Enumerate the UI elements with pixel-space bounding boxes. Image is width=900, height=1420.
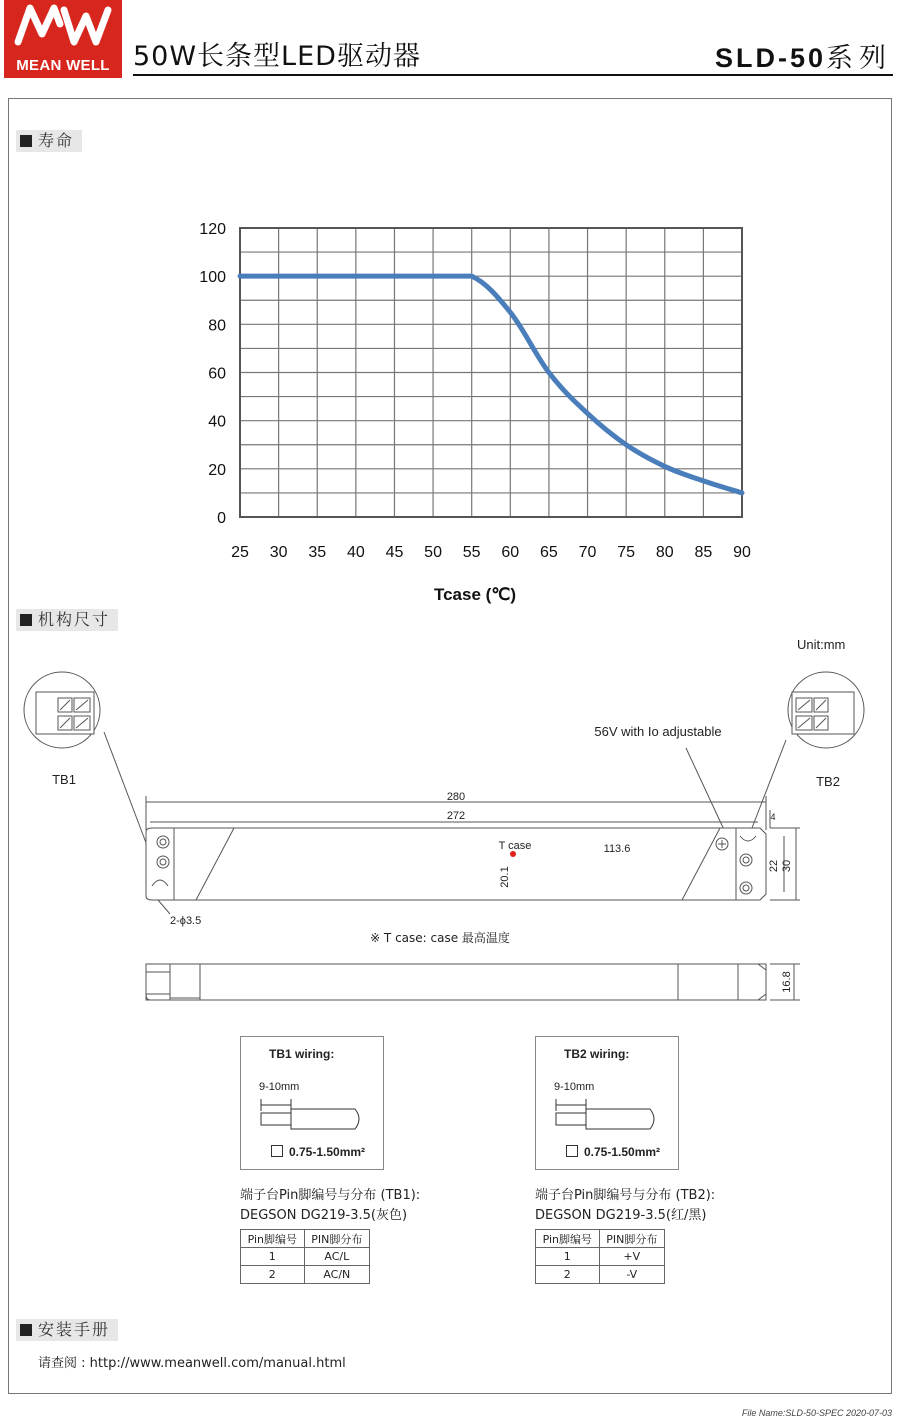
tb2-label: TB2 [816,774,840,789]
file-name-footer: File Name:SLD-50-SPEC 2020-07-03 [741,1408,892,1418]
section-lifetime-heading: 寿命 [16,130,82,152]
series-suffix: 系列 [826,43,892,74]
series-code: SLD-50 [714,43,826,73]
adjust-leader [686,748,726,834]
tb1-leader [104,732,148,848]
table-row: 2 -V [536,1266,665,1284]
section-mechanical-heading: 机构尺寸 [16,609,118,631]
y-tick-label: 0 [217,510,226,527]
x-tick-label: 30 [269,544,288,561]
dim-body-length: 272 [446,810,466,822]
bullet-square-icon [20,614,32,626]
tb1-strip-length: 9-10mm [259,1081,300,1093]
y-tick-label: 100 [199,269,226,287]
dim-height: 16.8 [781,971,793,993]
tb2-wire-gauge: 0.75-1.50mm² [566,1145,660,1159]
brand-logo [4,0,122,78]
x-tick-label: 60 [501,544,520,561]
tb2-strip-length: 9-10mm [554,1081,595,1093]
bullet-square-icon [20,1324,32,1336]
x-tick-label: 45 [385,544,404,561]
y-tick-label: 60 [208,365,226,383]
lifetime-chart [180,212,780,612]
section-installation-heading: 安装手册 [16,1319,118,1341]
tb2-pin-table [535,1229,665,1284]
x-tick-label: 75 [617,544,636,561]
checkbox-icon [271,1145,283,1157]
x-tick-label: 25 [231,544,249,561]
tb1-pin-caption: 端子台Pin脚编号与分布 (TB1): DEGSON DG219-3.5(灰色) [240,1188,421,1223]
manual-link[interactable]: 请查阅 : http://www.meanwell.com/manual.html [38,1356,346,1371]
x-tick-label: 85 [694,544,713,561]
x-tick-label: 35 [308,544,327,561]
dim-tcase-height: 20.1 [499,866,511,888]
y-tick-label: 80 [208,317,226,335]
tb2-pin-caption: 端子台Pin脚编号与分布 (TB2): DEGSON DG219-3.5(红/黑) [535,1188,716,1223]
y-tick-label: 20 [208,461,226,479]
mw-logo-icon [12,2,112,50]
x-tick-label: 50 [424,544,442,561]
dim-tcase-offset: 113.6 [603,843,631,855]
x-axis-label: Tcase (℃) [433,585,517,604]
tb1-wiring-title: TB1 wiring: [269,1047,335,1061]
dim-hole: 2-ϕ3.5 [170,915,202,927]
chart-y-ticks [199,221,226,527]
tb1-pin-table [240,1229,370,1284]
x-tick-label: 80 [655,544,674,561]
table-row: 1 AC/L [241,1248,370,1266]
adjust-note: 56V with Io adjustable [594,724,722,739]
chart-x-ticks [231,544,751,561]
table-row: Pin脚编号 PIN脚分布 [536,1230,665,1248]
dim-edge: 4 [770,812,776,822]
x-tick-label: 65 [540,544,558,561]
tcase-label: T case [498,840,532,852]
series-title [715,36,892,75]
dim-width-inner: 22 [768,859,780,873]
x-tick-label: 55 [462,544,481,561]
tcase-note: ※ T case: case 最高温度 [370,931,510,945]
tb1-wiring-box [240,1036,384,1170]
y-tick-label: 40 [208,413,226,431]
tb2-wiring-box [535,1036,679,1170]
tb1-label: TB1 [52,772,76,787]
driver-side-view [146,964,766,1000]
brand-name: MEAN WELL [16,57,110,74]
y-tick-label: 120 [199,221,226,238]
driver-top-view [146,828,766,900]
tb1-connector-icon [36,692,94,734]
series-line [240,276,742,493]
chart-grid [240,228,742,517]
x-tick-label: 90 [733,544,751,561]
tb2-leader [752,740,786,828]
dim-overall-length: 280 [446,791,466,803]
mechanical-drawing [0,660,900,1010]
tb2-wiring-title: TB2 wiring: [564,1047,630,1061]
tb1-wire-gauge: 0.75-1.50mm² [271,1145,365,1159]
x-tick-label: 40 [346,544,365,561]
table-row: 1 +V [536,1248,665,1266]
x-tick-label: 70 [578,544,597,561]
wire-strip-icon [255,1095,375,1135]
unit-label: Unit:mm [797,637,846,652]
header-rule [133,74,893,76]
tb2-connector-icon [792,692,854,734]
table-row: 2 AC/N [241,1266,370,1284]
document-title: 50W长条型LED驱动器 [133,41,421,72]
checkbox-icon [566,1145,578,1157]
dim-width-outer: 30 [781,859,793,873]
table-row: Pin脚编号 PIN脚分布 [241,1230,370,1248]
bullet-square-icon [20,135,32,147]
wire-strip-icon [550,1095,670,1135]
